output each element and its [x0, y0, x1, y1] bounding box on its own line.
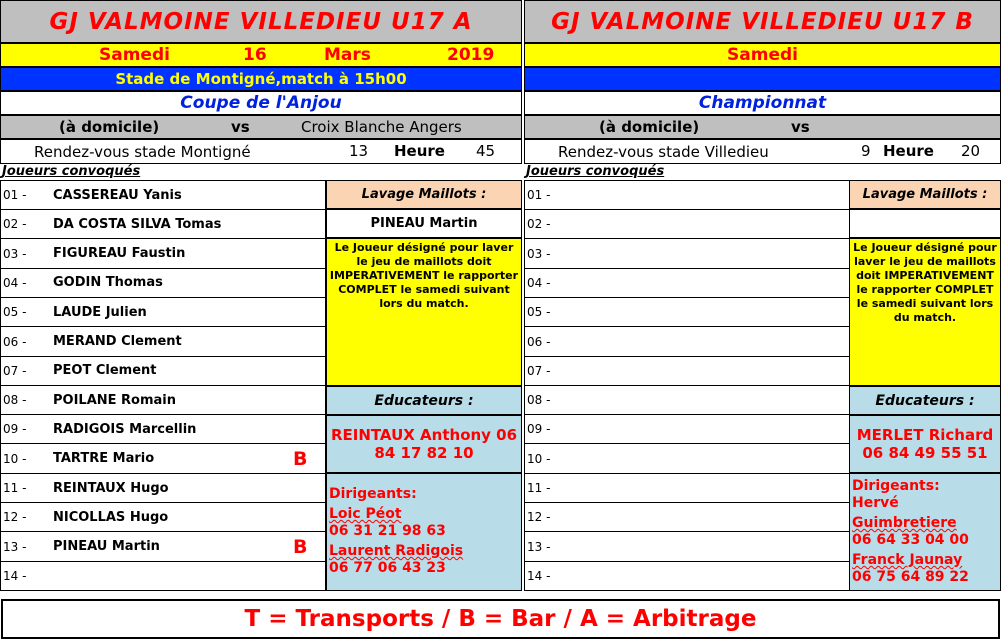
player-number: 07 - — [527, 363, 551, 378]
team-a-competition: Coupe de l'Anjou — [180, 93, 342, 113]
team-a-lavage-label: Lavage Maillots : — [361, 187, 487, 202]
team-a-venue: Stade de Montigné,match à 15h00 — [115, 70, 407, 88]
team-b-rdv-word: Heure — [883, 142, 934, 160]
player-name: PINEAU Martin — [53, 539, 160, 555]
team-b-educ-phone: 06 84 49 55 51 — [862, 444, 988, 462]
team-b-vs: vs — [791, 118, 810, 136]
legend-bar — [1, 599, 1000, 639]
player-number: 11 - — [527, 481, 551, 495]
player-row — [1, 533, 325, 562]
team-b-educ-label: Educateurs : — [875, 392, 975, 409]
player-row — [1, 562, 325, 591]
player-number: 08 - — [3, 393, 27, 408]
team-b-dir1-name: Hervé — [852, 495, 899, 511]
team-a-educ-cell — [326, 415, 522, 473]
team-a-rdv-hour: 13 — [349, 142, 369, 160]
player-row — [1, 503, 325, 532]
player-row — [525, 415, 849, 444]
team-b-dir1-name2: Guimbretiere — [852, 515, 957, 531]
player-row — [525, 386, 849, 415]
player-number: 04 - — [3, 275, 27, 290]
team-b-lavage-header — [849, 180, 1001, 209]
team-a-dir-label: Dirigeants: — [329, 486, 417, 502]
player-number: 01 - — [527, 188, 551, 202]
team-b-dir2-phone: 06 75 64 89 22 — [852, 569, 969, 585]
player-name: GODIN Thomas — [53, 275, 163, 291]
player-row — [525, 181, 849, 210]
team-a-educ-label: Educateurs : — [374, 392, 474, 409]
team-a-educ-phone: 84 17 82 10 — [374, 444, 474, 462]
player-row — [1, 269, 325, 298]
team-b-title-bar — [524, 0, 1001, 43]
player-name: RADIGOIS Marcellin — [53, 421, 197, 437]
player-row — [525, 269, 849, 298]
player-number: 06 - — [3, 334, 27, 349]
player-number: 13 - — [3, 539, 27, 554]
team-b-rdv-label: Rendez-vous stade Villedieu — [558, 143, 769, 161]
team-b-match-bar — [524, 115, 1001, 139]
player-name: DA COSTA SILVA Tomas — [53, 216, 222, 232]
player-row — [525, 474, 849, 503]
player-number: 01 - — [3, 188, 27, 202]
player-number: 10 - — [527, 451, 551, 466]
player-row — [1, 328, 325, 357]
player-number: 14 - — [527, 569, 551, 584]
team-a-players-label: Joueurs convoqués — [2, 164, 141, 179]
player-number: 13 - — [527, 539, 551, 554]
team-b-competition-bar — [524, 91, 1001, 115]
player-number: 03 - — [527, 246, 551, 261]
team-a-rdv-label: Rendez-vous stade Montigné — [34, 143, 251, 161]
player-row — [525, 533, 849, 562]
team-a-dir1-phone: 06 31 21 98 63 — [329, 523, 446, 539]
team-a-dir2-phone: 06 77 06 43 23 — [329, 560, 446, 576]
team-b-players-label: Joueurs convoqués — [526, 164, 665, 179]
team-a-dir1-name: Loic Péot — [329, 506, 402, 522]
player-row — [525, 328, 849, 357]
player-number: 12 - — [3, 510, 27, 525]
player-number: 10 - — [3, 451, 27, 466]
team-a-note-cell — [326, 238, 522, 386]
team-b-date-bar — [524, 43, 1001, 67]
team-b-educ-name: MERLET Richard — [856, 426, 994, 444]
player-name: NICOLLAS Hugo — [53, 509, 169, 525]
player-row — [1, 210, 325, 239]
player-name: FIGUREAU Faustin — [53, 246, 186, 262]
team-a-lavage-name-cell — [326, 209, 522, 238]
team-b-lavage-label: Lavage Maillots : — [862, 187, 988, 202]
team-a-rdv-bar — [0, 139, 522, 164]
player-row — [1, 181, 325, 210]
player-number: 06 - — [527, 334, 551, 349]
player-name: PEOT Clement — [53, 363, 157, 379]
player-row — [1, 474, 325, 503]
team-b-educ-cell — [849, 415, 1001, 473]
team-b-dir2-name: Franck Jaunay — [852, 552, 963, 568]
team-a-educ-header — [326, 386, 522, 415]
team-a-players-list — [0, 180, 326, 591]
team-a-venue-bar — [0, 67, 522, 91]
team-a-competition-bar — [0, 91, 522, 115]
team-a-lavage-header — [326, 180, 522, 209]
player-number: 05 - — [3, 305, 27, 320]
team-a-day: Samedi — [99, 45, 170, 65]
team-b-players-list — [524, 180, 850, 591]
team-b-venue-bar — [524, 67, 1001, 91]
team-b-rdv-hour: 9 — [861, 142, 871, 160]
player-name: MERAND Clement — [53, 334, 182, 349]
player-number: 14 - — [3, 569, 27, 584]
player-number: 02 - — [527, 217, 551, 232]
player-number: 09 - — [3, 422, 27, 437]
team-a-title: GJ VALMOINE VILLEDIEU U17 A — [49, 8, 473, 35]
team-a-match-bar — [0, 115, 522, 139]
team-a-vs: vs — [231, 118, 250, 136]
team-b-title: GJ VALMOINE VILLEDIEU U17 B — [551, 8, 974, 35]
player-number: 05 - — [527, 305, 551, 320]
team-a-note: Le Joueur désigné pour laver le jeu de maillots doit IMPERATIVEMENT le rapporter COMPLET le samedi suivant lors du match. — [329, 241, 519, 310]
team-b-competition: Championnat — [698, 93, 827, 113]
player-row — [525, 503, 849, 532]
player-row — [1, 415, 325, 444]
player-number: 04 - — [527, 275, 551, 290]
player-row — [1, 357, 325, 386]
player-row — [525, 210, 849, 239]
team-a-rdv-min: 45 — [476, 142, 496, 160]
player-name: CASSEREAU Yanis — [53, 187, 182, 203]
player-number: 12 - — [527, 510, 551, 525]
player-name: LAUDE Julien — [53, 304, 147, 320]
player-row — [525, 562, 849, 591]
player-number: 02 - — [3, 217, 27, 232]
team-b-rdv-bar — [524, 139, 1001, 164]
team-b-educ-header — [849, 386, 1001, 415]
player-number: 09 - — [527, 422, 551, 437]
player-row — [525, 298, 849, 327]
team-a-educ-name: REINTAUX Anthony 06 — [330, 426, 518, 444]
player-role-mark: B — [293, 447, 308, 470]
team-a-date-bar — [0, 43, 522, 67]
player-number: 07 - — [3, 363, 27, 378]
player-name: REINTAUX Hugo — [53, 480, 169, 496]
team-b-dir1-phone: 06 64 33 04 00 — [852, 532, 969, 548]
player-row — [1, 386, 325, 415]
team-b-dir-cell — [849, 473, 1001, 591]
team-a-lavage-name: PINEAU Martin — [370, 216, 478, 231]
player-row — [525, 357, 849, 386]
team-a-month: Mars — [324, 45, 371, 65]
team-a-rdv-word: Heure — [394, 142, 445, 160]
team-a-home: (à domicile) — [59, 118, 160, 136]
player-name: POILANE Romain — [53, 392, 177, 408]
team-b-lavage-name-cell — [849, 209, 1001, 238]
player-number: 08 - — [527, 393, 551, 408]
team-b-day: Samedi — [727, 45, 798, 65]
player-name: TARTRE Mario — [53, 451, 155, 467]
team-b-rdv-min: 20 — [961, 142, 981, 160]
team-b-home: (à domicile) — [599, 118, 700, 136]
team-a-title-bar — [0, 0, 522, 43]
team-b-dir-label: Dirigeants: — [852, 478, 940, 494]
team-a-year: 2019 — [447, 45, 495, 65]
player-number: 11 - — [3, 481, 27, 495]
player-row — [525, 240, 849, 269]
team-b-note: Le Joueur désigné pour laver le jeu de maillots doit IMPERATIVEMENT le rapporter COMPLET le samedi suivant lors du match. — [853, 241, 997, 324]
team-a-dir-cell — [326, 473, 522, 591]
team-a-opponent: Croix Blanche Angers — [301, 118, 462, 136]
team-b-note-cell — [849, 238, 1001, 386]
player-number: 03 - — [3, 246, 27, 261]
team-a-dir2-name: Laurent Radigois — [329, 543, 464, 559]
player-role-mark: B — [293, 535, 308, 558]
legend-text: T = Transports / B = Bar / A = Arbitrage — [244, 606, 757, 632]
player-row — [1, 298, 325, 327]
team-a-date-num: 16 — [243, 45, 267, 65]
player-row — [1, 445, 325, 474]
player-row — [525, 445, 849, 474]
player-row — [1, 240, 325, 269]
